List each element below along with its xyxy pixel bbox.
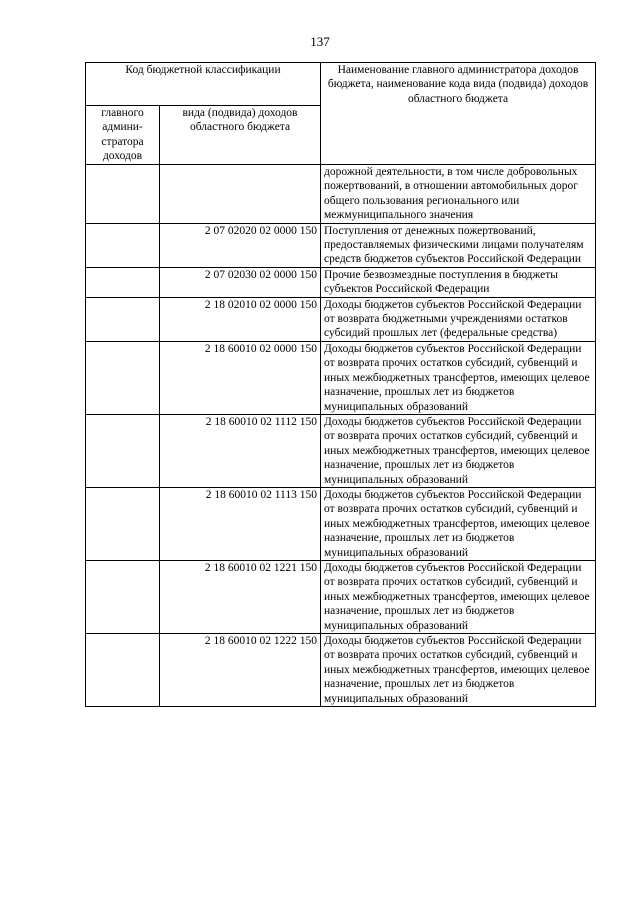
revenue-code-cell: 2 18 60010 02 1112 150 — [160, 414, 321, 487]
revenue-name-cell: Доходы бюджетов субъектов Российской Федерации от возврата бюджетными учреждениями остатков субсидий прошлых лет (федеральные средства) — [321, 297, 596, 341]
revenue-name-cell: Поступления от денежных пожертвований, предоставляемых физическими лицами получателям средств бюджетов субъектов Российской Федерации — [321, 223, 596, 267]
table-row — [86, 267, 596, 297]
page-number: 137 — [310, 34, 330, 49]
admin-code-cell — [86, 341, 160, 414]
table-row — [86, 634, 596, 707]
table-row — [86, 560, 596, 633]
revenue-code-cell — [160, 165, 321, 224]
revenue-code-cell: 2 07 02020 02 0000 150 — [160, 223, 321, 267]
admin-code-cell — [86, 414, 160, 487]
table-row — [86, 414, 596, 487]
admin-code-cell — [86, 297, 160, 341]
revenue-code-cell: 2 18 60010 02 1221 150 — [160, 560, 321, 633]
revenue-code-cell: 2 18 60010 02 1113 150 — [160, 487, 321, 560]
revenue-name-cell: Доходы бюджетов субъектов Российской Федерации от возврата прочих остатков субсидий, субвенций и иных межбюджетных трансфертов, имеющих целевое назначение, прошлых лет из бюджетов муниципальных образований — [321, 560, 596, 633]
admin-code-cell — [86, 165, 160, 224]
header-admin-column: главного админи-стратора доходов — [86, 106, 160, 165]
table-row — [86, 165, 596, 224]
header-code-column: вида (подвида) доходов областного бюджета — [160, 106, 321, 165]
revenue-code-cell: 2 18 60010 02 1222 150 — [160, 634, 321, 707]
revenue-code-cell: 2 07 02030 02 0000 150 — [160, 267, 321, 297]
header-name-column: Наименование главного администратора доходов бюджета, наименование кода вида (подвида) доходов областного бюджета — [321, 63, 596, 165]
table-row — [86, 487, 596, 560]
revenue-name-cell: Доходы бюджетов субъектов Российской Федерации от возврата прочих остатков субсидий, субвенций и иных межбюджетных трансфертов, имеющих целевое назначение, прошлых лет из бюджетов муниципальных образований — [321, 487, 596, 560]
table-header — [86, 63, 596, 165]
admin-code-cell — [86, 487, 160, 560]
budget-classification-table — [85, 62, 596, 707]
table-row — [86, 223, 596, 267]
admin-code-cell — [86, 560, 160, 633]
table-body — [86, 165, 596, 707]
header-budget-classification-code: Код бюджетной классификации — [86, 63, 321, 106]
header-row-group — [86, 63, 596, 106]
admin-code-cell — [86, 634, 160, 707]
revenue-name-cell: Доходы бюджетов субъектов Российской Федерации от возврата прочих остатков субсидий, субвенций и иных межбюджетных трансфертов, имеющих целевое назначение, прошлых лет из бюджетов муниципальных образований — [321, 634, 596, 707]
revenue-code-cell: 2 18 02010 02 0000 150 — [160, 297, 321, 341]
revenue-name-cell: Доходы бюджетов субъектов Российской Федерации от возврата прочих остатков субсидий, субвенций и иных межбюджетных трансфертов, имеющих целевое назначение, прошлых лет из бюджетов муниципальных образований — [321, 341, 596, 414]
revenue-name-cell: Доходы бюджетов субъектов Российской Федерации от возврата прочих остатков субсидий, субвенций и иных межбюджетных трансфертов, имеющих целевое назначение, прошлых лет из бюджетов муниципальных образований — [321, 414, 596, 487]
table-row — [86, 297, 596, 341]
table-row — [86, 341, 596, 414]
admin-code-cell — [86, 223, 160, 267]
revenue-name-cell: Прочие безвозмездные поступления в бюджеты субъектов Российской Федерации — [321, 267, 596, 297]
revenue-name-cell: дорожной деятельности, в том числе добровольных пожертвований, в отношении автомобильных дорог общего пользования регионального или межмуниципального значения — [321, 165, 596, 224]
admin-code-cell — [86, 267, 160, 297]
revenue-code-cell: 2 18 60010 02 0000 150 — [160, 341, 321, 414]
